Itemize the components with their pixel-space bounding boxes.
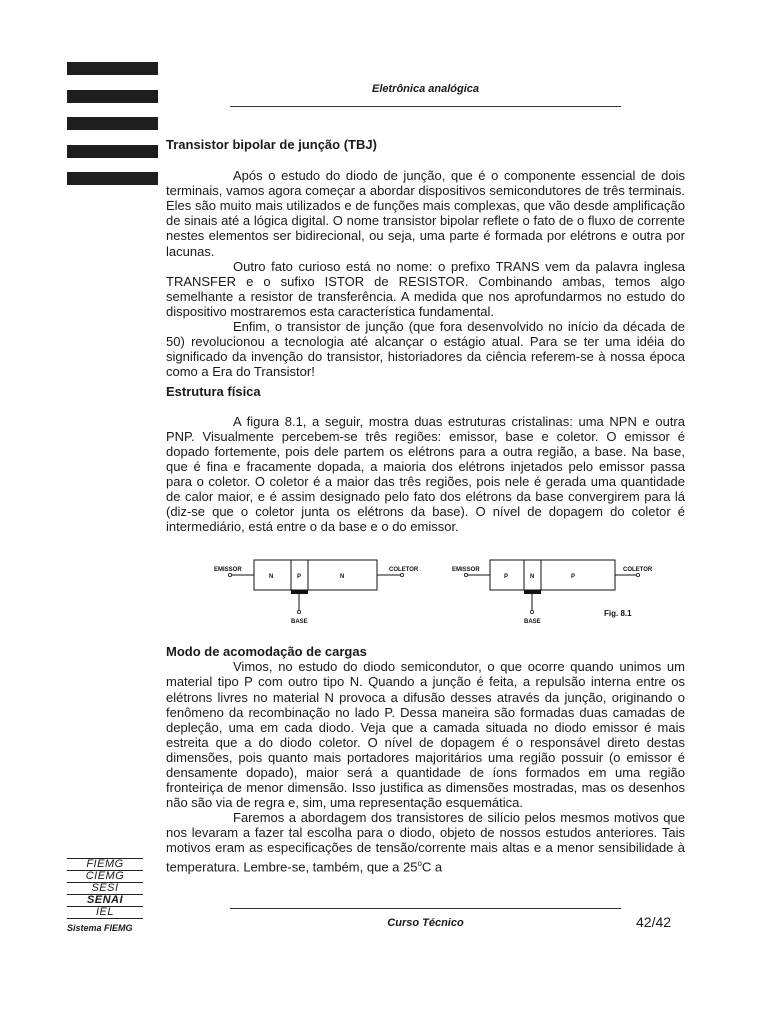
sistema-fiemg-logo bbox=[67, 858, 143, 933]
page-number: 42/42 bbox=[636, 914, 672, 930]
logo-system-label: Sistema FIEMG bbox=[67, 923, 133, 933]
page-content bbox=[166, 137, 685, 874]
degree-sup: o bbox=[417, 858, 422, 868]
logo-item-senai: SENAI bbox=[67, 895, 143, 907]
logo-item-fiemg: FIEMG bbox=[67, 858, 143, 871]
paragraph: Enfim, o transistor de junção (que fora desenvolvido no início da década de 50) revolucionou a tecnologia até alcançar o estágio atual. Para se ter uma idéia do significado da invenção do transistor, historiadores da ciência referem-se à nossa época como a Era do Transistor! bbox=[166, 319, 685, 380]
margin-bar bbox=[67, 62, 158, 75]
section-heading: Modo de acomodação de cargas bbox=[166, 644, 367, 660]
npn-base-label: BASE bbox=[291, 619, 308, 626]
logo-item-iel: IEL bbox=[67, 907, 143, 919]
logo-item-sesi: SESI bbox=[67, 883, 143, 895]
npn-region-1: N bbox=[269, 574, 274, 581]
running-header: Eletrônica analógica bbox=[372, 83, 479, 95]
margin-bar bbox=[67, 117, 158, 130]
section-heading: Estrutura física bbox=[166, 384, 261, 400]
npn-emitter-label: EMISSOR bbox=[214, 567, 242, 574]
footer-rule bbox=[230, 908, 621, 909]
pnp-emitter-label: EMISSOR bbox=[452, 567, 480, 574]
margin-bar bbox=[67, 90, 158, 103]
transistor-diagram bbox=[166, 552, 685, 638]
paragraph: Após o estudo do diodo de junção, que é o componente essencial de dois terminais, vamos agora começar a abordar dispositivos semicondutores de três terminais. Eles são muito mais utilizados e de funções mais complexas, que vão desde amplificação de sinais até a lógica digital. O nome transistor bipolar reflete o fato de o fluxo de corrente nestes elementos ser bidirecional, ou seja, uma parte é formada por elétrons e outra por lacunas. bbox=[166, 168, 685, 259]
logo-item-ciemg: CIEMG bbox=[67, 871, 143, 883]
pnp-base-label: BASE bbox=[524, 619, 541, 626]
margin-bar bbox=[67, 172, 158, 185]
figure-caption: Fig. 8.1 bbox=[604, 609, 632, 619]
npn-region-2: P bbox=[297, 574, 302, 581]
paragraph-text: Faremos a abordagem dos transistores de silício pelos mesmos motivos que nos levaram a fazer tal escolha para o diodo, objeto de nossos estudos anteriores. Tais motivos eram as especificações de tensão/corrente mais altas e a menor sensibilidade à temperatura. Lembre-se, também, que a 25 bbox=[166, 810, 685, 874]
npn-collector-label: COLETOR bbox=[389, 567, 419, 574]
course-footer: Curso Técnico bbox=[387, 917, 464, 929]
pnp-region-3: P bbox=[571, 574, 576, 581]
transistor-figure bbox=[166, 552, 685, 638]
paragraph: Vimos, no estudo do diodo semicondutor, o que ocorre quando unimos um material tipo P com outro tipo N. Quando a junção é feita, a repulsão interna entre os elétrons livres no material N provoca a difusão desses através da junção, originando o fenômeno da recombinação no lado P. Dessa maneira são formadas duas camadas de depleção, uma em cada diodo. Veja que a camada situada no diodo emissor é mais estreita que a do diodo coletor. O nível de dopagem é o responsável direto destas dimensões, pois quanto mais portadores majoritários uma região possuir (o emissor é densamente dopado), maior será a quantidade de íons formados em uma região fronteiriça de menor dimensão. Isso justifica as dimensões mostradas, mas os desenhos não são via de regra e, sim, uma representação esquemática. bbox=[166, 659, 685, 811]
margin-bar bbox=[67, 145, 158, 158]
paragraph: Outro fato curioso está no nome: o prefixo TRANS vem da palavra inglesa TRANSFER e o sufixo ISTOR de RESISTOR. Combinando ambas, temos algo semelhante a resistor de transferência. A medida que nos aprofundarmos no estudo do dispositivo mostraremos esta característica fundamental. bbox=[166, 258, 685, 319]
pnp-region-2: N bbox=[530, 574, 535, 581]
header-rule bbox=[230, 106, 621, 107]
paragraph bbox=[166, 810, 685, 874]
pnp-region-1: P bbox=[504, 574, 509, 581]
npn-region-3: N bbox=[340, 574, 345, 581]
paragraph-tail: C a bbox=[421, 858, 443, 874]
paragraph: A figura 8.1, a seguir, mostra duas estruturas cristalinas: uma NPN e outra PNP. Visualmente percebem-se três regiões: emissor, base e coletor. O emissor é dopado fortemente, pois dele partem os elétrons para a outra região, a base. Na base, que é fina e fracamente dopada, a maioria dos elétrons injetados pelo emissor passa para o coletor. O coletor é a maior das três regiões, pois nele é gerada uma quantidade de calor maior, e é assim designado pelo fato dos elétrons da base convergirem para lá (diz-se que o coletor junta os elétrons da base). O nível de dopagem do coletor é intermediário, está entre o da base e o do emissor. bbox=[166, 413, 685, 535]
pnp-collector-label: COLETOR bbox=[623, 567, 653, 574]
section-heading: Transistor bipolar de junção (TBJ) bbox=[166, 137, 377, 152]
